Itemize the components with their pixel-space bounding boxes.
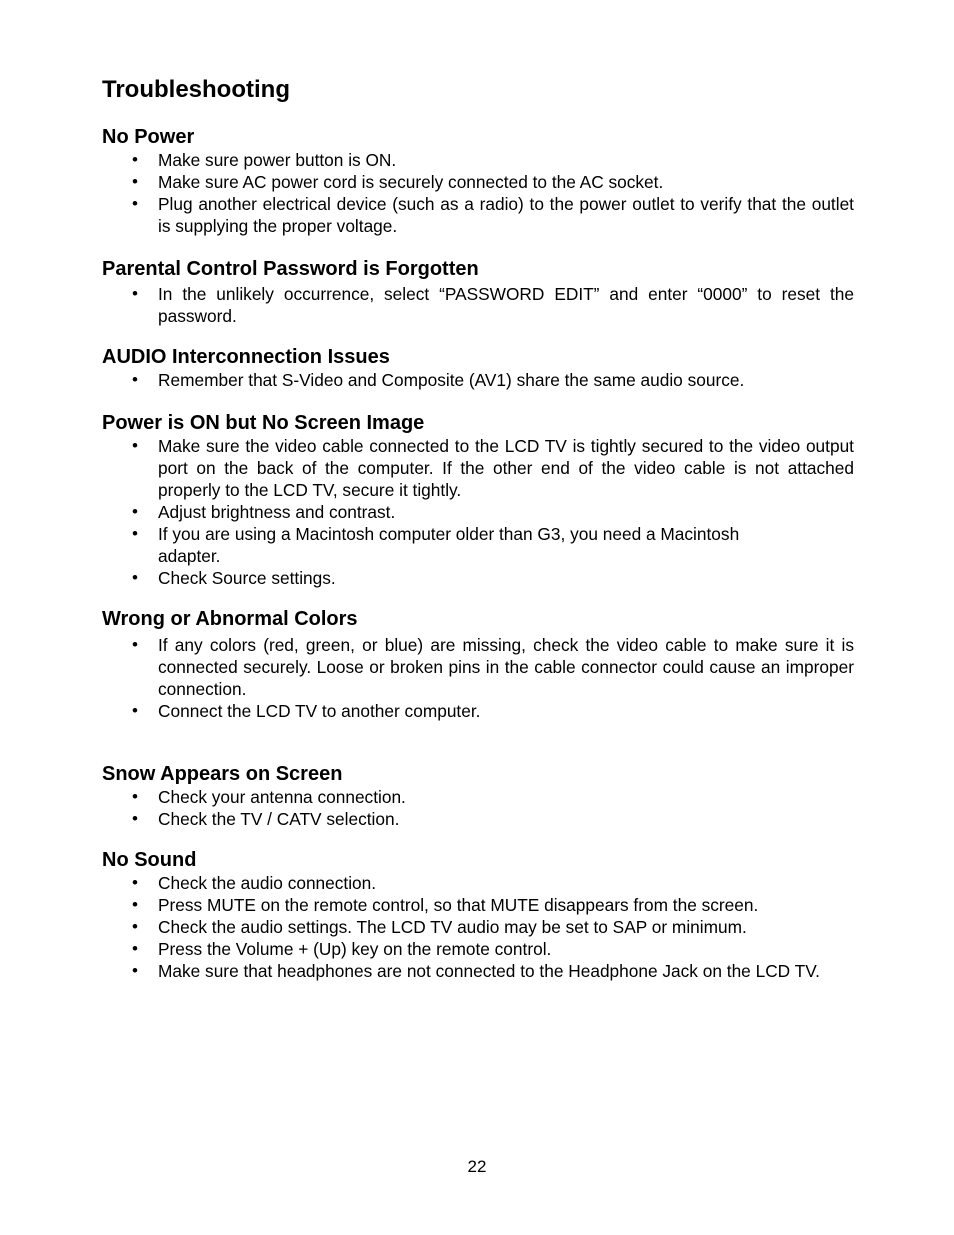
list-item <box>102 149 854 171</box>
list-item <box>102 501 854 523</box>
list-item <box>102 960 854 982</box>
list-item <box>102 523 854 567</box>
list-item <box>102 894 854 916</box>
bullet-list <box>102 786 854 830</box>
list-item <box>102 916 854 938</box>
bullet-list <box>102 872 854 982</box>
page-content <box>102 75 854 982</box>
section-heading: Wrong or Abnormal Colors <box>102 608 358 630</box>
list-item-text: Press MUTE on the remote control, so that MUTE disappears from the screen. <box>158 895 759 915</box>
bullet-icon: • <box>132 150 138 169</box>
bullet-list <box>102 634 854 722</box>
list-item-text: Check Source settings. <box>158 568 336 588</box>
section-heading: Power is ON but No Screen Image <box>102 412 425 434</box>
bullet-icon: • <box>132 524 138 543</box>
list-item-text: Press the Volume + (Up) key on the remote control. <box>158 939 552 959</box>
list-item-text: Connect the LCD TV to another computer. <box>158 701 481 721</box>
list-item-text: If you are using a Macintosh computer older than G3, you need a Macintosh adapter. <box>158 524 740 566</box>
section-no-power <box>102 125 854 237</box>
list-item-text: Plug another electrical device (such as a radio) to the power outlet to verify that the outlet is supplying the proper voltage. <box>158 194 854 236</box>
bullet-icon: • <box>132 873 138 892</box>
list-item <box>102 283 854 327</box>
list-item-text: Make sure power button is ON. <box>158 150 397 170</box>
list-item-text: Make sure AC power cord is securely connected to the AC socket. <box>158 172 664 192</box>
section-no-sound <box>102 848 854 982</box>
list-item-text: In the unlikely occurrence, select “PASSWORD EDIT” and enter “0000” to reset the password. <box>158 284 854 326</box>
bullet-icon: • <box>132 895 138 914</box>
section-parental-control <box>102 257 854 327</box>
bullet-icon: • <box>132 370 138 389</box>
bullet-icon: • <box>132 194 138 213</box>
section-heading: No Power <box>102 126 195 148</box>
list-item-text: Make sure the video cable connected to the LCD TV is tightly secured to the video output port on the back of the computer. If the other end of the video cable is not attached properly to the LCD TV, secure it tightly. <box>158 436 854 500</box>
bullet-icon: • <box>132 787 138 806</box>
list-item <box>102 567 854 589</box>
bullet-icon: • <box>132 568 138 587</box>
list-item <box>102 700 854 722</box>
bullet-list <box>102 435 854 589</box>
list-item <box>102 193 854 237</box>
bullet-icon: • <box>132 809 138 828</box>
list-item-text: Adjust brightness and contrast. <box>158 502 396 522</box>
section-heading: Parental Control Password is Forgotten <box>102 258 479 280</box>
section-abnormal-colors <box>102 607 854 722</box>
bullet-icon: • <box>132 961 138 980</box>
list-item-text: Remember that S-Video and Composite (AV1) share the same audio source. <box>158 370 745 390</box>
section-audio-interconnection <box>102 345 854 391</box>
page-number: 22 <box>467 1157 487 1176</box>
list-item-text: Check the audio connection. <box>158 873 377 893</box>
list-item <box>102 808 854 830</box>
bullet-icon: • <box>132 635 138 654</box>
section-heading: Snow Appears on Screen <box>102 763 343 785</box>
bullet-icon: • <box>132 172 138 191</box>
list-item <box>102 634 854 700</box>
list-item-text: Make sure that headphones are not connected to the Headphone Jack on the LCD TV. <box>158 961 820 981</box>
list-item <box>102 938 854 960</box>
bullet-list <box>102 283 854 327</box>
list-item-text: Check the audio settings. The LCD TV audio may be set to SAP or minimum. <box>158 917 747 937</box>
section-no-screen-image <box>102 411 854 589</box>
bullet-icon: • <box>132 939 138 958</box>
bullet-icon: • <box>132 701 138 720</box>
bullet-icon: • <box>132 436 138 455</box>
list-item <box>102 872 854 894</box>
bullet-icon: • <box>132 917 138 936</box>
section-heading: AUDIO Interconnection Issues <box>102 346 390 368</box>
section-snow-on-screen <box>102 762 854 830</box>
list-item <box>102 435 854 501</box>
bullet-list <box>102 369 854 391</box>
bullet-icon: • <box>132 284 138 303</box>
section-heading: No Sound <box>102 849 197 871</box>
list-item <box>102 369 854 391</box>
bullet-list <box>102 149 854 237</box>
bullet-icon: • <box>132 502 138 521</box>
list-item <box>102 786 854 808</box>
list-item-text: Check the TV / CATV selection. <box>158 809 400 829</box>
list-item <box>102 171 854 193</box>
list-item-text: If any colors (red, green, or blue) are missing, check the video cable to make sure it is connected securely. Loose or broken pins in the cable connector could cause an improper connection. <box>158 635 854 699</box>
page-title: Troubleshooting <box>102 76 290 103</box>
list-item-text: Check your antenna connection. <box>158 787 406 807</box>
